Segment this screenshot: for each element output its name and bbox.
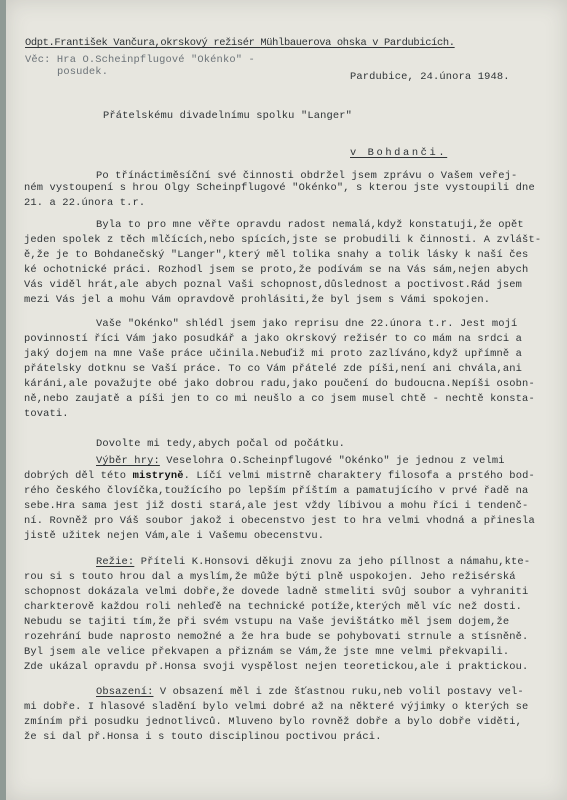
sender-line: Odpt.František Vančura,okrskový režisér Mühlbauerova ohska v Pardubicích. (25, 37, 455, 49)
body-line: povinností říci Vám jako posudkář a jako okrskový režisér to co mám na srdci a (24, 333, 523, 345)
subject-line: Věc: Hra O.Scheinpflugové "Okénko" - (25, 54, 255, 66)
body-line: káráni,ale považujte obé jako dobrou radu,jako poučení do budoucna.Nepíši osobn- (24, 378, 535, 390)
body-line: ně,nebo zaujatě a píši jen to co mi neušlo a co jsem musel chtě - nechtě konsta- (24, 393, 535, 405)
body-line: schopnost dokázala velmi dobře,že dovede ladně stmeliti svůj soubor a vyhraniti (24, 586, 529, 598)
body-line: Dovolte mi tedy,abych počal od počátku. (96, 438, 346, 450)
body-line: ké ochotnické práci. Rozhodl jsem se proto,že podívám se na Vás sám,nejen abych (24, 264, 529, 276)
body-line: mi dobře. I hlasové sladění bylo velmi dobré až na některé výjimky o kterých se (24, 701, 529, 713)
body-line: dobrých děl této mistryně. Líčí velmi mistrně charaktery filosofa a prstého bod- (24, 470, 535, 482)
body-line: ní. Rovněž pro Váš soubor jakož i obecenstvo jest to hra velmi vhodná a přinesla (24, 515, 535, 527)
body-line: rozehrání bude naprosto nemožné a že hra bude se pohybovati strnule a stísněně. (24, 631, 529, 643)
body-line: rého českého človíčka,toužícího po lepším příštím a pamatujícího v prvé řadě na (24, 485, 529, 497)
body-line: ném vystoupení s hrou Olgy Scheinpflugové "Okénko", s kterou jste vystoupili dne (24, 182, 535, 194)
body-line: sebe.Hra sama jest již dosti stará,ale jest vždy líbivou a mohu říci i tendenč- (24, 500, 529, 512)
body-line: Po třínáctiměsíční své činnosti obdržel jsem zprávu o Vašem veřej- (96, 170, 518, 182)
body-line: ě,že je to Bohdanečský "Langer",který měl tolika snahy a tolik lásky k naší čes (24, 249, 529, 261)
body-line: Výběr hry: Veselohra O.Scheinpflugové "Okénko" je jednou z velmi (96, 455, 505, 467)
body-line: Vás viděl hrát,ale abych poznal Vaši schopnost,důslednost a poctivost.Rád jsem (24, 279, 523, 291)
place-date: Pardubice, 24.února 1948. (350, 71, 510, 83)
body-line: Byla to pro mne věřte opravdu radost nemalá,když konstatuji,že opět (96, 219, 524, 231)
body-line: rou si s touto hrou dal a myslím,že může býti plně uspokojen. Jeho režisérská (24, 571, 516, 583)
body-line: zmíním při posudku jednotlivců. Mluveno bylo rovněž dobře a bylo dobře viděti, (24, 716, 523, 728)
body-line: Byl jsem ale velice překvapen a přiznám se Vám,že jste mne velmi překvapili. (24, 646, 510, 658)
body-line: Režie: Příteli K.Honsovi děkuji znovu za jeho píllnost a námahu,kte- (96, 556, 531, 568)
recipient-name: Přátelskému divadelnímu spolku "Langer" (103, 110, 353, 122)
body-line: Obsazení: V obsazení měl i zde šťastnou ruku,neb volil postavy vel- (96, 686, 524, 698)
body-line: Vaše "Okénko" shlédl jsem jako reprisu dne 22.února t.r. Jest mojí (96, 318, 518, 330)
body-line: tovati. (24, 408, 69, 420)
body-line: že si dal př.Honsa i s touto disciplinou poctivou práci. (24, 731, 382, 743)
body-line: přátelsky dotknu se Vaší práce. To co Vám přátelé zde píši,není ani chvála,ani (24, 363, 523, 375)
body-line: Zde ukázal opravdu př.Honsa svoji vyspělost nejen teoretickou,ale i praktickou. (24, 661, 529, 673)
body-line: 21. a 22.února t.r. (24, 197, 146, 209)
subject-line-continued: posudek. (57, 66, 109, 78)
body-line: mezi Vás jel a mohu Vám opravdově prohlásiti,že byl jsem s Vámi spokojen. (24, 294, 491, 306)
body-line: jeden spolek z těch mlčících,nebo spících,jste se probudili k činnosti. A zvlášt- (24, 234, 542, 246)
recipient-place: v Bohdanči. (350, 147, 448, 159)
document-page (6, 0, 567, 800)
body-line: Nebudu se tajiti tím,že při svém vstupu na Vaše jevištátko měl jsem dojem,že (24, 616, 510, 628)
body-line: jaký dojem na mne Vaše práce učinila.Nebuďiž mi proto zazlíváno,když upřímně a (24, 348, 523, 360)
body-line: charkterově každou roli nehleďě na technické potíže,kterých měl víc než dosti. (24, 601, 523, 613)
body-line: jistě užitek nejen Vám,ale i Vašemu obecenstvu. (24, 530, 325, 542)
